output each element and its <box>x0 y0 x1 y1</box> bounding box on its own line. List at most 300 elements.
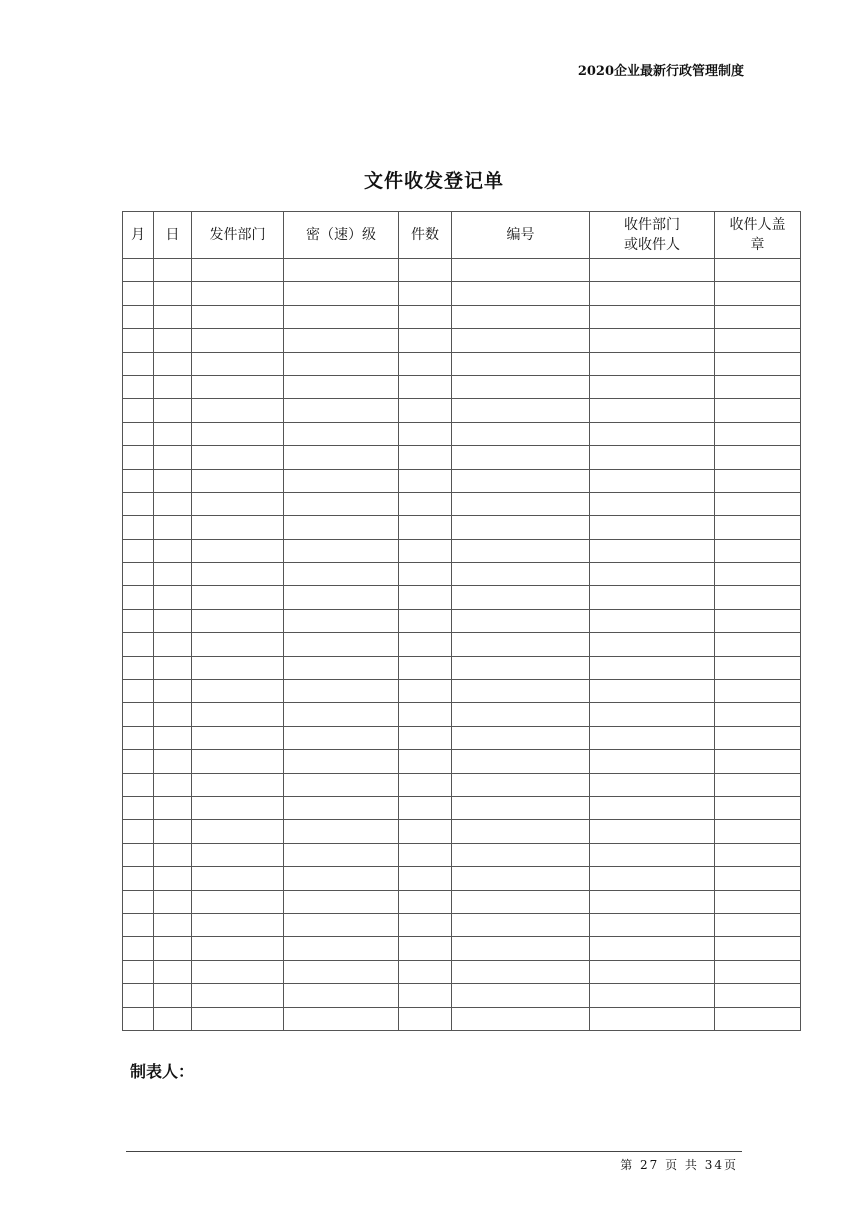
table-cell-seal <box>715 422 801 445</box>
table-cell-month <box>123 984 154 1007</box>
table-cell-number <box>452 586 590 609</box>
table-cell-secrecy <box>284 305 399 328</box>
table-cell-number <box>452 890 590 913</box>
table-cell-day <box>154 492 192 515</box>
table-cell-count <box>399 282 452 305</box>
table-cell-seal <box>715 563 801 586</box>
table-cell-seal <box>715 984 801 1007</box>
table-row <box>123 703 801 726</box>
table-row <box>123 680 801 703</box>
table-cell-count <box>399 867 452 890</box>
table-cell-month <box>123 329 154 352</box>
table-cell-day <box>154 609 192 632</box>
table-cell-receiver <box>590 796 715 819</box>
table-row <box>123 563 801 586</box>
table-row <box>123 820 801 843</box>
table-cell-day <box>154 305 192 328</box>
table-cell-count <box>399 937 452 960</box>
table-cell-month <box>123 726 154 749</box>
table-cell-count <box>399 469 452 492</box>
table-cell-seal <box>715 352 801 375</box>
table-cell-secrecy <box>284 539 399 562</box>
table-cell-receiver <box>590 1007 715 1030</box>
document-title: 文件收发登记单 <box>363 170 504 192</box>
table-cell-month <box>123 446 154 469</box>
table-cell-month <box>123 937 154 960</box>
table-cell-count <box>399 586 452 609</box>
table-cell-month <box>123 399 154 422</box>
table-cell-day <box>154 913 192 936</box>
column-header-receiver: 收件部门 或收件人 <box>590 212 715 259</box>
table-cell-seal <box>715 820 801 843</box>
table-cell-month <box>123 375 154 398</box>
table-cell-secrecy <box>284 422 399 445</box>
table-cell-month <box>123 516 154 539</box>
table-cell-count <box>399 539 452 562</box>
table-cell-number <box>452 867 590 890</box>
table-cell-receiver <box>590 890 715 913</box>
table-cell-receiver <box>590 609 715 632</box>
table-cell-count <box>399 422 452 445</box>
page-number: 第 27 页 共 34页 <box>620 1158 738 1172</box>
table-row <box>123 937 801 960</box>
table-cell-number <box>452 913 590 936</box>
table-cell-month <box>123 680 154 703</box>
table-cell-month <box>123 890 154 913</box>
table-cell-number <box>452 703 590 726</box>
table-cell-count <box>399 516 452 539</box>
table-cell-receiver <box>590 773 715 796</box>
table-cell-secrecy <box>284 726 399 749</box>
table-cell-number <box>452 656 590 679</box>
table-cell-month <box>123 609 154 632</box>
table-cell-day <box>154 843 192 866</box>
table-cell-day <box>154 937 192 960</box>
table-cell-secrecy <box>284 680 399 703</box>
table-cell-sender <box>192 1007 284 1030</box>
table-cell-sender <box>192 703 284 726</box>
table-cell-day <box>154 890 192 913</box>
table-cell-seal <box>715 399 801 422</box>
table-cell-secrecy <box>284 984 399 1007</box>
table-cell-seal <box>715 656 801 679</box>
table-cell-seal <box>715 446 801 469</box>
table-cell-receiver <box>590 469 715 492</box>
table-cell-day <box>154 633 192 656</box>
table-row <box>123 633 801 656</box>
table-cell-receiver <box>590 843 715 866</box>
table-cell-sender <box>192 422 284 445</box>
table-cell-secrecy <box>284 352 399 375</box>
table-cell-seal <box>715 609 801 632</box>
table-cell-count <box>399 563 452 586</box>
table-cell-secrecy <box>284 796 399 819</box>
table-cell-day <box>154 867 192 890</box>
table-cell-day <box>154 656 192 679</box>
table-cell-count <box>399 913 452 936</box>
table-cell-receiver <box>590 492 715 515</box>
table-cell-receiver <box>590 329 715 352</box>
table-cell-seal <box>715 750 801 773</box>
table-cell-day <box>154 282 192 305</box>
table-cell-number <box>452 633 590 656</box>
table-cell-count <box>399 703 452 726</box>
table-row <box>123 843 801 866</box>
table-cell-number <box>452 352 590 375</box>
table-cell-count <box>399 305 452 328</box>
table-cell-seal <box>715 282 801 305</box>
table-cell-receiver <box>590 960 715 983</box>
table-cell-secrecy <box>284 329 399 352</box>
table-cell-day <box>154 586 192 609</box>
table-cell-sender <box>192 563 284 586</box>
table-cell-month <box>123 820 154 843</box>
table-row <box>123 1007 801 1030</box>
table-cell-receiver <box>590 399 715 422</box>
table-cell-day <box>154 259 192 282</box>
table-cell-secrecy <box>284 937 399 960</box>
table-cell-month <box>123 867 154 890</box>
table-cell-sender <box>192 259 284 282</box>
table-cell-sender <box>192 492 284 515</box>
table-cell-secrecy <box>284 633 399 656</box>
table-cell-sender <box>192 329 284 352</box>
column-header-day: 日 <box>154 212 192 259</box>
table-cell-day <box>154 960 192 983</box>
table-cell-sender <box>192 282 284 305</box>
table-cell-seal <box>715 843 801 866</box>
table-cell-receiver <box>590 680 715 703</box>
table-row <box>123 375 801 398</box>
table-cell-receiver <box>590 516 715 539</box>
table-cell-number <box>452 492 590 515</box>
table-cell-number <box>452 422 590 445</box>
table-cell-count <box>399 656 452 679</box>
table-cell-sender <box>192 446 284 469</box>
table-cell-sender <box>192 890 284 913</box>
table-cell-month <box>123 960 154 983</box>
column-header-number: 编号 <box>452 212 590 259</box>
table-row <box>123 609 801 632</box>
table-row <box>123 469 801 492</box>
table-cell-sender <box>192 399 284 422</box>
table-cell-secrecy <box>284 913 399 936</box>
table-cell-secrecy <box>284 586 399 609</box>
table-cell-number <box>452 843 590 866</box>
table-cell-secrecy <box>284 1007 399 1030</box>
table-cell-receiver <box>590 913 715 936</box>
table-cell-receiver <box>590 446 715 469</box>
table-cell-sender <box>192 680 284 703</box>
table-cell-number <box>452 773 590 796</box>
table-cell-number <box>452 399 590 422</box>
table-cell-secrecy <box>284 375 399 398</box>
table-cell-number <box>452 680 590 703</box>
table-cell-secrecy <box>284 656 399 679</box>
table-cell-month <box>123 259 154 282</box>
table-cell-day <box>154 422 192 445</box>
table-cell-number <box>452 563 590 586</box>
table-cell-count <box>399 329 452 352</box>
table-row <box>123 516 801 539</box>
table-cell-day <box>154 984 192 1007</box>
table-cell-seal <box>715 329 801 352</box>
table-cell-seal <box>715 773 801 796</box>
table-cell-number <box>452 984 590 1007</box>
table-cell-sender <box>192 609 284 632</box>
table-cell-number <box>452 960 590 983</box>
table-cell-secrecy <box>284 820 399 843</box>
table-cell-seal <box>715 913 801 936</box>
table-row <box>123 352 801 375</box>
table-cell-sender <box>192 750 284 773</box>
table-row <box>123 446 801 469</box>
table-cell-receiver <box>590 867 715 890</box>
table-cell-receiver <box>590 282 715 305</box>
table-cell-receiver <box>590 726 715 749</box>
table-cell-receiver <box>590 656 715 679</box>
table-cell-sender <box>192 960 284 983</box>
table-cell-receiver <box>590 984 715 1007</box>
table-cell-secrecy <box>284 282 399 305</box>
table-row <box>123 867 801 890</box>
table-cell-count <box>399 375 452 398</box>
table-cell-number <box>452 375 590 398</box>
table-cell-seal <box>715 937 801 960</box>
table-cell-secrecy <box>284 960 399 983</box>
table-cell-count <box>399 984 452 1007</box>
table-cell-month <box>123 843 154 866</box>
table-cell-sender <box>192 867 284 890</box>
table-cell-month <box>123 1007 154 1030</box>
table-cell-receiver <box>590 563 715 586</box>
table-cell-month <box>123 586 154 609</box>
table-row <box>123 399 801 422</box>
column-header-sender: 发件部门 <box>192 212 284 259</box>
table-row <box>123 913 801 936</box>
table-cell-receiver <box>590 937 715 960</box>
table-cell-seal <box>715 305 801 328</box>
table-row <box>123 960 801 983</box>
column-header-count: 件数 <box>399 212 452 259</box>
table-cell-secrecy <box>284 867 399 890</box>
table-cell-sender <box>192 586 284 609</box>
table-row <box>123 305 801 328</box>
table-cell-number <box>452 446 590 469</box>
table-body <box>123 259 801 1031</box>
table-cell-sender <box>192 375 284 398</box>
table-cell-number <box>452 726 590 749</box>
table-cell-sender <box>192 352 284 375</box>
table-cell-seal <box>715 516 801 539</box>
table-row <box>123 750 801 773</box>
table-cell-sender <box>192 516 284 539</box>
table-cell-month <box>123 656 154 679</box>
table-cell-sender <box>192 937 284 960</box>
table-cell-number <box>452 609 590 632</box>
table-cell-sender <box>192 773 284 796</box>
table-cell-sender <box>192 305 284 328</box>
table-row <box>123 329 801 352</box>
table-cell-seal <box>715 960 801 983</box>
table-cell-seal <box>715 633 801 656</box>
table-cell-day <box>154 399 192 422</box>
table-cell-count <box>399 492 452 515</box>
table-cell-number <box>452 539 590 562</box>
table-cell-receiver <box>590 633 715 656</box>
table-cell-seal <box>715 796 801 819</box>
table-row <box>123 539 801 562</box>
table-cell-secrecy <box>284 259 399 282</box>
table-cell-count <box>399 680 452 703</box>
table-cell-sender <box>192 469 284 492</box>
table-cell-secrecy <box>284 843 399 866</box>
table-cell-day <box>154 563 192 586</box>
table-cell-seal <box>715 259 801 282</box>
maker-label: 制表人： <box>130 1062 195 1081</box>
table-cell-month <box>123 703 154 726</box>
table-cell-seal <box>715 890 801 913</box>
table-cell-sender <box>192 633 284 656</box>
file-register-table <box>122 211 801 1031</box>
table-cell-receiver <box>590 820 715 843</box>
table-cell-number <box>452 750 590 773</box>
table-cell-sender <box>192 539 284 562</box>
table-cell-month <box>123 469 154 492</box>
table-cell-count <box>399 773 452 796</box>
table-cell-day <box>154 469 192 492</box>
table-cell-sender <box>192 984 284 1007</box>
table-cell-secrecy <box>284 773 399 796</box>
table-cell-sender <box>192 656 284 679</box>
table-cell-day <box>154 539 192 562</box>
table-cell-day <box>154 726 192 749</box>
table-cell-count <box>399 1007 452 1030</box>
table-cell-day <box>154 750 192 773</box>
table-cell-seal <box>715 492 801 515</box>
table-cell-day <box>154 329 192 352</box>
column-header-secrecy: 密（速）级 <box>284 212 399 259</box>
table-cell-month <box>123 539 154 562</box>
table-cell-seal <box>715 586 801 609</box>
table-cell-secrecy <box>284 516 399 539</box>
table-cell-day <box>154 516 192 539</box>
table-cell-month <box>123 633 154 656</box>
table-cell-count <box>399 633 452 656</box>
table-row <box>123 890 801 913</box>
table-cell-number <box>452 937 590 960</box>
table-cell-day <box>154 820 192 843</box>
table-cell-number <box>452 469 590 492</box>
table-cell-sender <box>192 913 284 936</box>
table-cell-secrecy <box>284 890 399 913</box>
table-cell-month <box>123 352 154 375</box>
table-row <box>123 984 801 1007</box>
table-cell-secrecy <box>284 703 399 726</box>
table-cell-number <box>452 282 590 305</box>
table-cell-month <box>123 750 154 773</box>
table-row <box>123 796 801 819</box>
table-cell-number <box>452 820 590 843</box>
table-cell-count <box>399 796 452 819</box>
table-cell-receiver <box>590 586 715 609</box>
table-cell-day <box>154 375 192 398</box>
table-cell-sender <box>192 726 284 749</box>
table-cell-day <box>154 352 192 375</box>
table-cell-count <box>399 750 452 773</box>
table-cell-receiver <box>590 375 715 398</box>
table-cell-receiver <box>590 352 715 375</box>
table-cell-number <box>452 329 590 352</box>
table-cell-sender <box>192 843 284 866</box>
table-row <box>123 282 801 305</box>
table-cell-month <box>123 492 154 515</box>
table-row <box>123 773 801 796</box>
table-cell-receiver <box>590 750 715 773</box>
table-cell-month <box>123 796 154 819</box>
table-row <box>123 259 801 282</box>
table-cell-count <box>399 446 452 469</box>
table-cell-receiver <box>590 422 715 445</box>
table-cell-count <box>399 399 452 422</box>
table-cell-day <box>154 1007 192 1030</box>
table-cell-day <box>154 446 192 469</box>
table-cell-count <box>399 960 452 983</box>
table-cell-day <box>154 703 192 726</box>
table-cell-seal <box>715 867 801 890</box>
table-cell-secrecy <box>284 446 399 469</box>
table-cell-secrecy <box>284 750 399 773</box>
table-cell-day <box>154 796 192 819</box>
table-cell-count <box>399 352 452 375</box>
table-cell-number <box>452 259 590 282</box>
table-cell-secrecy <box>284 399 399 422</box>
table-cell-month <box>123 773 154 796</box>
footer-divider <box>126 1151 742 1152</box>
column-header-seal: 收件人盖 章 <box>715 212 801 259</box>
table-row <box>123 726 801 749</box>
table-header-row <box>123 212 801 259</box>
table-cell-receiver <box>590 305 715 328</box>
table-cell-count <box>399 259 452 282</box>
table-cell-month <box>123 305 154 328</box>
table-cell-seal <box>715 469 801 492</box>
table-cell-secrecy <box>284 563 399 586</box>
running-header: 2020企业最新行政管理制度 <box>577 64 744 79</box>
table-cell-sender <box>192 796 284 819</box>
table-cell-seal <box>715 375 801 398</box>
table-cell-day <box>154 680 192 703</box>
table-row <box>123 422 801 445</box>
table-cell-count <box>399 609 452 632</box>
table-cell-day <box>154 773 192 796</box>
column-header-month: 月 <box>123 212 154 259</box>
table-cell-secrecy <box>284 609 399 632</box>
table-cell-count <box>399 820 452 843</box>
table-cell-seal <box>715 703 801 726</box>
table-cell-receiver <box>590 259 715 282</box>
table-cell-count <box>399 890 452 913</box>
table-cell-receiver <box>590 539 715 562</box>
table-row <box>123 586 801 609</box>
table-row <box>123 492 801 515</box>
table-cell-count <box>399 843 452 866</box>
table-cell-secrecy <box>284 492 399 515</box>
table-cell-seal <box>715 1007 801 1030</box>
table-cell-number <box>452 516 590 539</box>
table-cell-seal <box>715 539 801 562</box>
table-cell-number <box>452 305 590 328</box>
